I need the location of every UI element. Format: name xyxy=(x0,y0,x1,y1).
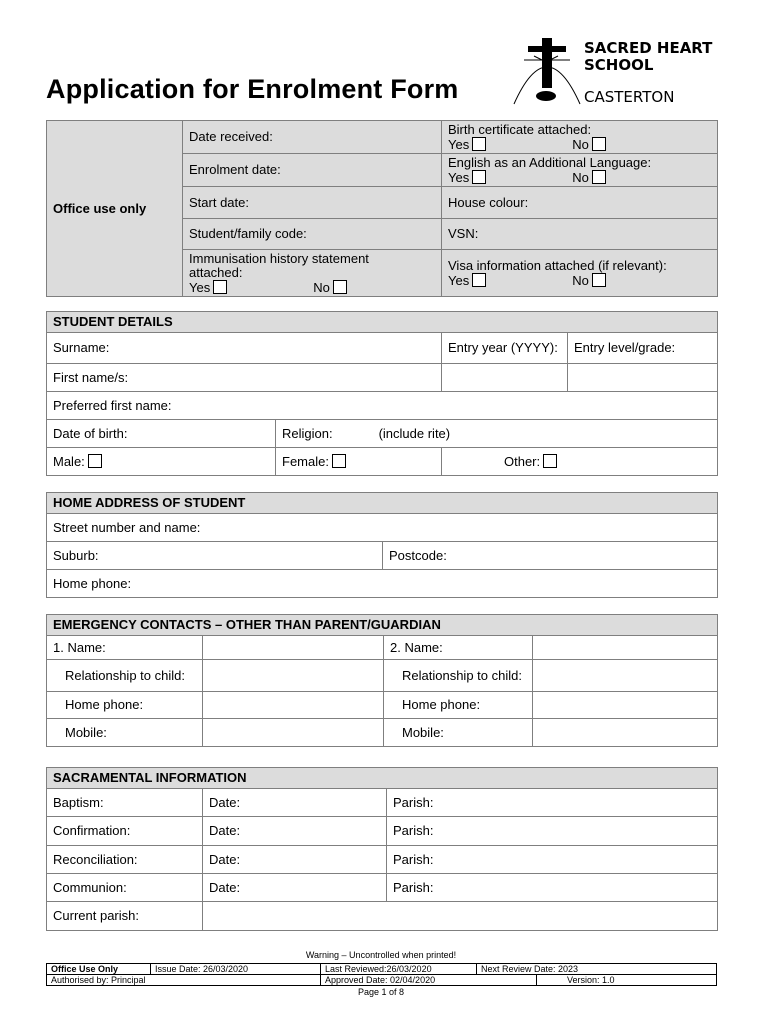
postcode-field[interactable]: Postcode: xyxy=(383,542,718,570)
baptism-label: Baptism: xyxy=(47,789,203,817)
eal-no-checkbox[interactable] xyxy=(592,170,606,184)
baptism-date-field[interactable]: Date: xyxy=(203,789,387,817)
next-review-cell: Next Review Date: 2023 xyxy=(477,964,717,975)
contact1-relationship-input[interactable] xyxy=(203,660,384,692)
visa-yes-checkbox[interactable] xyxy=(472,273,486,287)
contact2-home-phone-input[interactable] xyxy=(533,692,718,719)
house-colour-field[interactable]: House colour: xyxy=(442,187,718,219)
confirmation-label: Confirmation: xyxy=(47,817,203,846)
contact1-home-phone-input[interactable] xyxy=(203,692,384,719)
home-phone-field[interactable]: Home phone: xyxy=(47,570,718,598)
other-checkbox[interactable] xyxy=(543,454,557,468)
confirmation-parish-field[interactable]: Parish: xyxy=(387,817,718,846)
male-field[interactable]: Male: xyxy=(47,448,276,476)
issue-date-cell: Issue Date: 26/03/2020 xyxy=(151,964,321,975)
birth-cert-no-checkbox[interactable] xyxy=(592,137,606,151)
female-checkbox[interactable] xyxy=(332,454,346,468)
contact2-name-label: 2. Name: xyxy=(384,636,533,660)
reconciliation-date-field[interactable]: Date: xyxy=(203,846,387,874)
entry-year-field[interactable]: Entry year (YYYY): xyxy=(442,333,568,364)
street-field[interactable]: Street number and name: xyxy=(47,514,718,542)
last-reviewed-cell: Last Reviewed:26/03/2020 xyxy=(321,964,477,975)
reconciliation-parish-field[interactable]: Parish: xyxy=(387,846,718,874)
other-field[interactable]: Other: xyxy=(442,448,718,476)
surname-field[interactable]: Surname: xyxy=(47,333,442,364)
contact2-relationship-label: Relationship to child: xyxy=(384,660,533,692)
start-date-field[interactable]: Start date: xyxy=(183,187,442,219)
emergency-header: EMERGENCY CONTACTS – OTHER THAN PARENT/GUARDIAN xyxy=(47,615,718,636)
confirmation-date-field[interactable]: Date: xyxy=(203,817,387,846)
page-number: Page 1 of 8 xyxy=(357,987,405,997)
immunisation-no-checkbox[interactable] xyxy=(333,280,347,294)
contact2-mobile-input[interactable] xyxy=(533,719,718,747)
contact2-relationship-input[interactable] xyxy=(533,660,718,692)
contact1-name-label: 1. Name: xyxy=(47,636,203,660)
eal-yes-checkbox[interactable] xyxy=(472,170,486,184)
sacramental-header: SACRAMENTAL INFORMATION xyxy=(47,768,718,789)
cross-logo-icon xyxy=(510,36,584,108)
birth-certificate-field[interactable]: Birth certificate attached: Yes No xyxy=(442,121,718,154)
contact2-mobile-label: Mobile: xyxy=(384,719,533,747)
office-use-table xyxy=(46,120,718,297)
immunisation-field[interactable]: Immunisation history statement attached: Yes No xyxy=(183,250,442,297)
entry-year-value[interactable] xyxy=(442,364,568,392)
baptism-parish-field[interactable]: Parish: xyxy=(387,789,718,817)
first-names-field[interactable]: First name/s: xyxy=(47,364,442,392)
birth-cert-yes-checkbox[interactable] xyxy=(472,137,486,151)
contact1-name-input[interactable] xyxy=(203,636,384,660)
communion-label: Communion: xyxy=(47,874,203,902)
enrolment-date-field[interactable]: Enrolment date: xyxy=(183,154,442,187)
current-parish-label: Current parish: xyxy=(47,902,203,931)
religion-field[interactable]: Religion: (include rite) xyxy=(276,420,718,448)
sacramental-table xyxy=(46,767,718,931)
version-cell: Version: 1.0 xyxy=(537,975,717,986)
suburb-field[interactable]: Suburb: xyxy=(47,542,383,570)
current-parish-input[interactable] xyxy=(203,902,718,931)
contact1-home-phone-label: Home phone: xyxy=(47,692,203,719)
student-details-table xyxy=(46,311,718,476)
communion-parish-field[interactable]: Parish: xyxy=(387,874,718,902)
visa-no-checkbox[interactable] xyxy=(592,273,606,287)
vsn-field[interactable]: VSN: xyxy=(442,219,718,250)
contact2-name-input[interactable] xyxy=(533,636,718,660)
office-use-only-cell: Office Use Only xyxy=(47,964,151,975)
dob-field[interactable]: Date of birth: xyxy=(47,420,276,448)
contact2-home-phone-label: Home phone: xyxy=(384,692,533,719)
home-address-table xyxy=(46,492,718,598)
female-field[interactable]: Female: xyxy=(276,448,442,476)
immunisation-yes-checkbox[interactable] xyxy=(213,280,227,294)
date-received-field[interactable]: Date received: xyxy=(183,121,442,154)
school-logo xyxy=(510,36,720,108)
entry-level-value[interactable] xyxy=(568,364,718,392)
male-checkbox[interactable] xyxy=(88,454,102,468)
student-details-header: STUDENT DETAILS xyxy=(47,312,718,333)
contact1-relationship-label: Relationship to child: xyxy=(47,660,203,692)
logo-location: CASTERTON xyxy=(584,88,675,106)
page-title: Application for Enrolment Form xyxy=(46,74,459,104)
logo-name: SACRED HEART SCHOOL xyxy=(584,39,713,74)
eal-field[interactable]: English as an Additional Language: Yes No xyxy=(442,154,718,187)
authorised-cell: Authorised by: Principal xyxy=(47,975,321,986)
contact1-mobile-label: Mobile: xyxy=(47,719,203,747)
uncontrolled-warning: Warning – Uncontrolled when printed! xyxy=(305,950,457,960)
communion-date-field[interactable]: Date: xyxy=(203,874,387,902)
home-address-header: HOME ADDRESS OF STUDENT xyxy=(47,493,718,514)
office-use-label: Office use only xyxy=(47,121,183,297)
entry-level-field[interactable]: Entry level/grade: xyxy=(568,333,718,364)
approved-date-cell: Approved Date: 02/04/2020 xyxy=(321,975,537,986)
emergency-contacts-table xyxy=(46,614,718,747)
preferred-name-field[interactable]: Preferred first name: xyxy=(47,392,718,420)
family-code-field[interactable]: Student/family code: xyxy=(183,219,442,250)
reconciliation-label: Reconciliation: xyxy=(47,846,203,874)
document-control-table xyxy=(46,963,717,986)
contact1-mobile-input[interactable] xyxy=(203,719,384,747)
visa-field[interactable]: Visa information attached (if relevant): Yes No xyxy=(442,250,718,297)
